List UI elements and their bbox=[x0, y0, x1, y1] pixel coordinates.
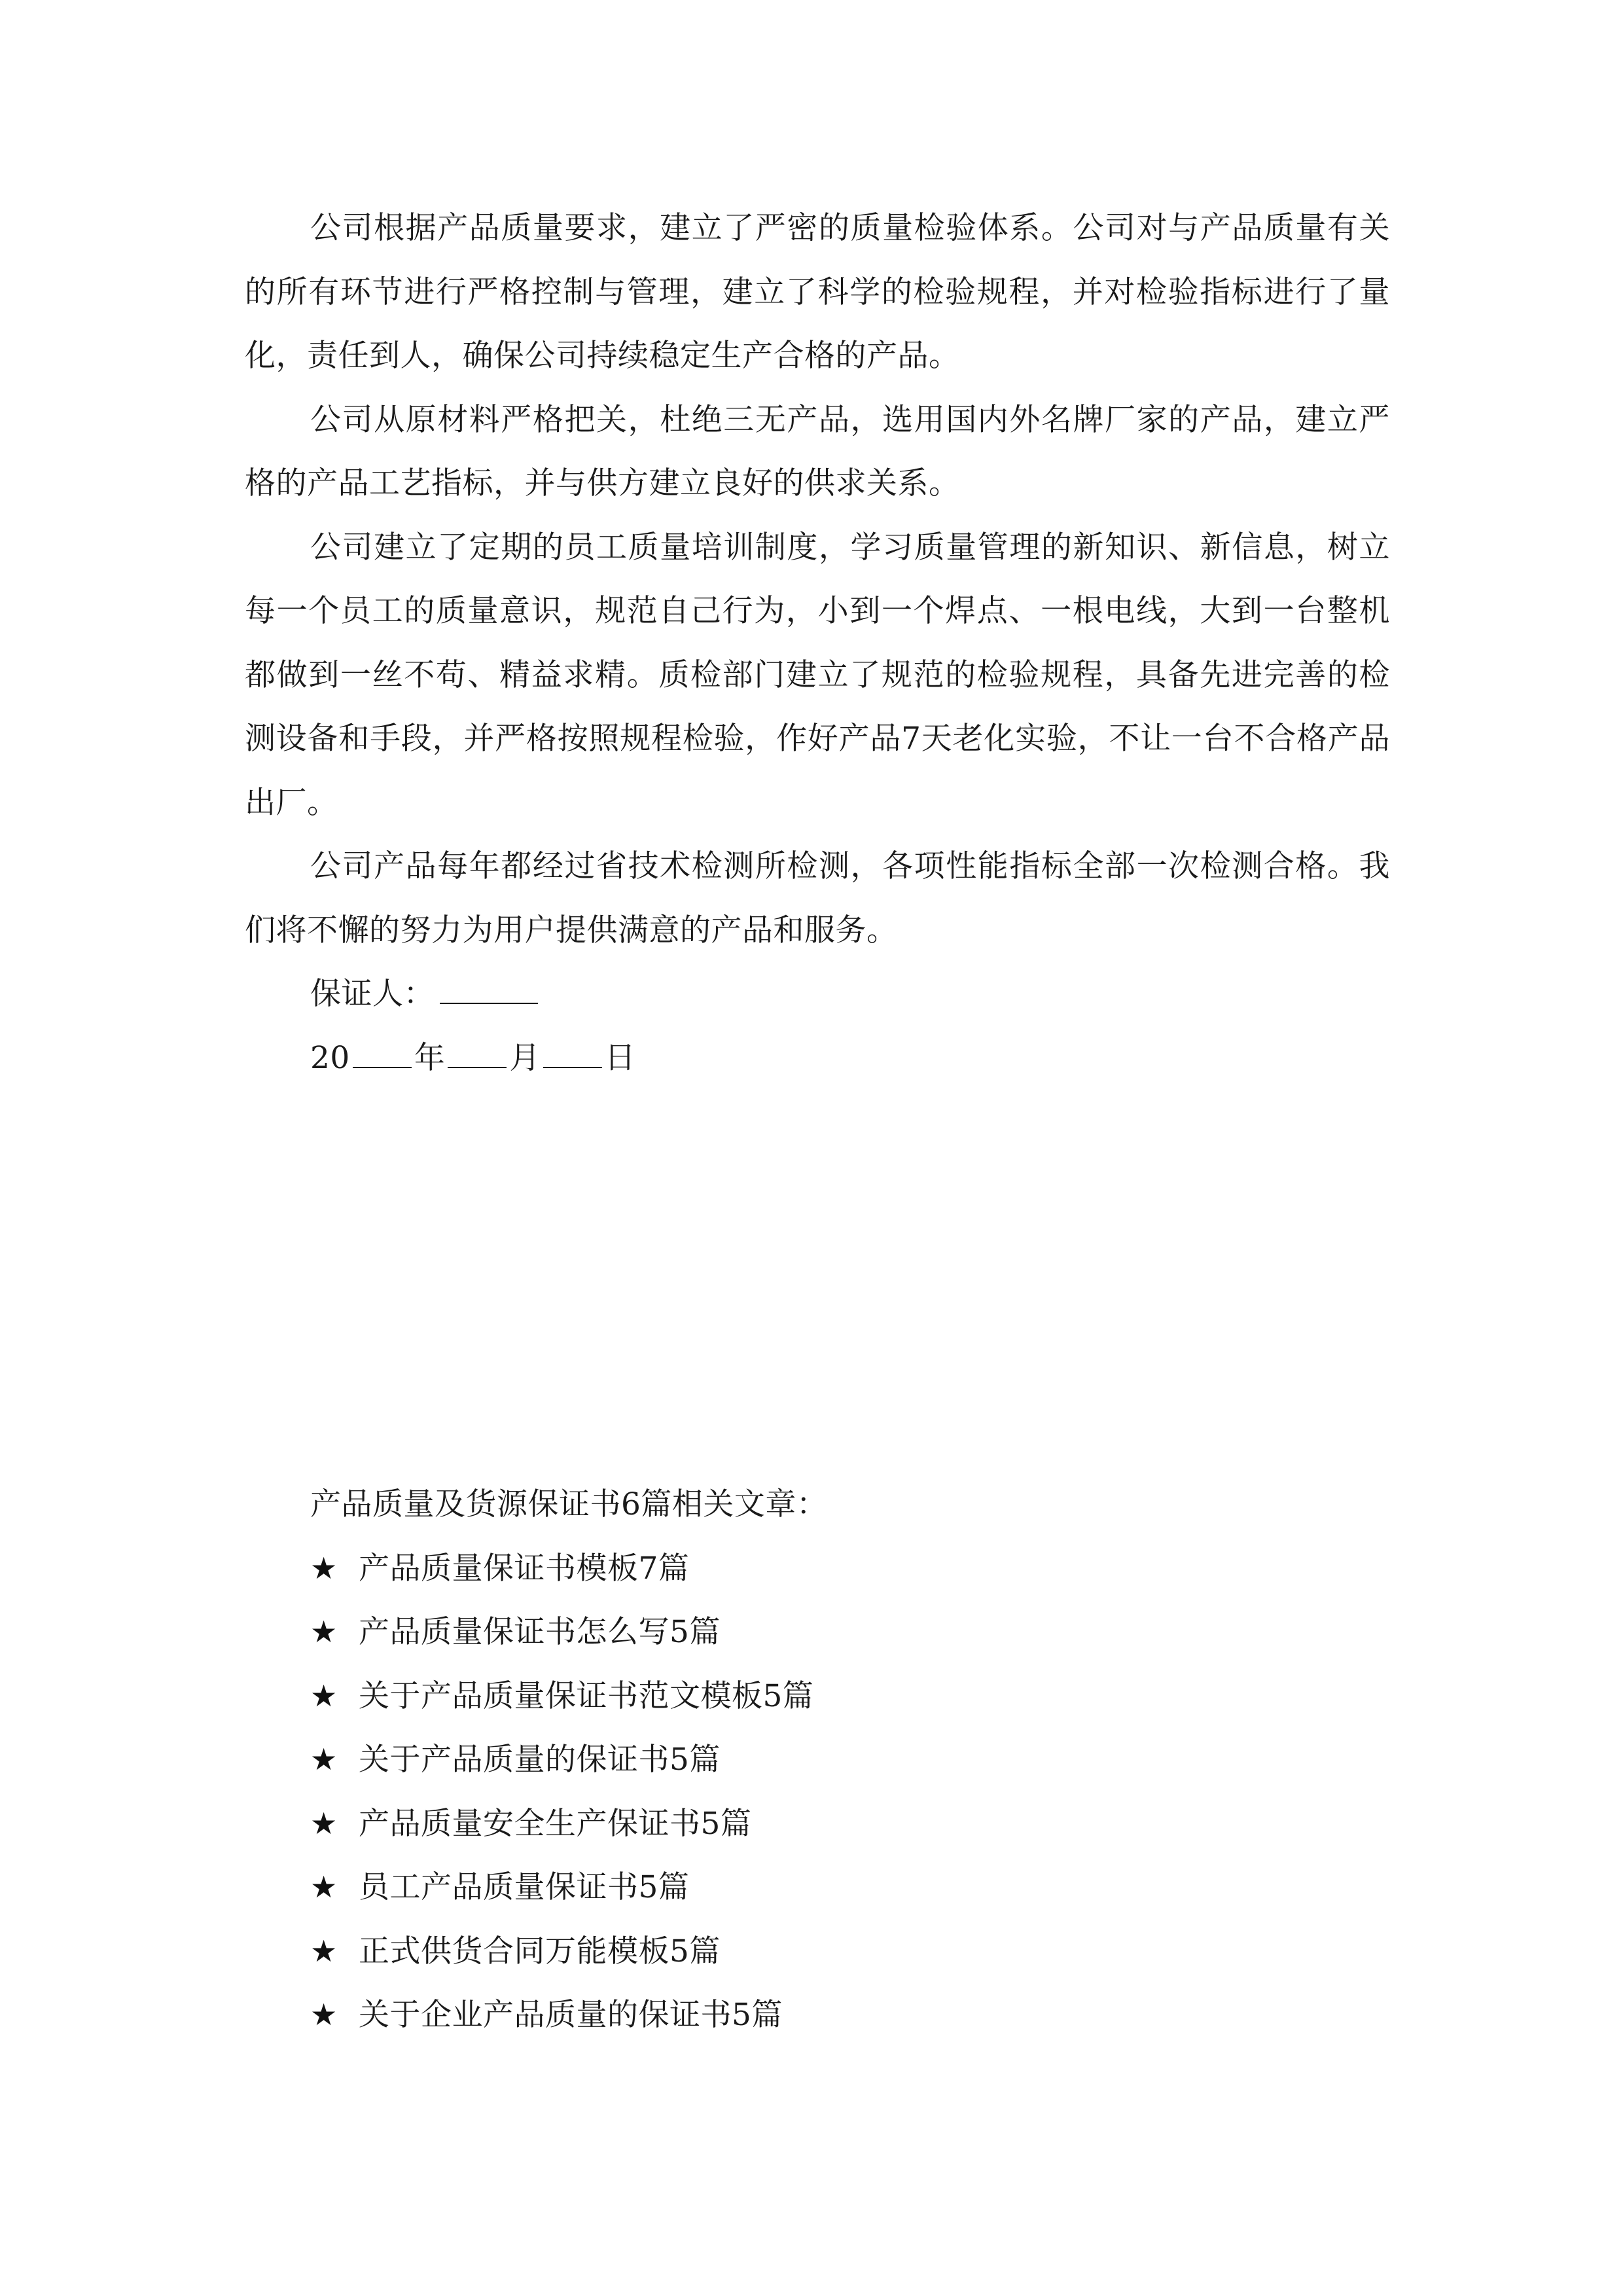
star-icon: ★ bbox=[310, 1933, 338, 1969]
related-article-link[interactable] bbox=[310, 1728, 1357, 1792]
related-article-link[interactable] bbox=[310, 1983, 1357, 2047]
related-article-title: 关于企业产品质量的保证书5篇 bbox=[359, 1997, 783, 2033]
related-article-link[interactable] bbox=[310, 1920, 1357, 1984]
star-icon: ★ bbox=[310, 1742, 338, 1777]
paragraph: 公司根据产品质量要求，建立了严密的质量检验体系。公司对与产品质量有关的所有环节进行严格控制与管理，建立了科学的检验规程，并对检验指标进行了量化，责任到人，确保公司持续稳定生产合格的产品。 bbox=[245, 210, 1390, 374]
related-article-title: 产品质量保证书怎么写5篇 bbox=[359, 1614, 721, 1650]
related-article-title: 员工产品质量保证书5篇 bbox=[359, 1869, 690, 1905]
related-article-title: 关于产品质量保证书范文模板5篇 bbox=[359, 1677, 814, 1714]
date-line bbox=[245, 1026, 1390, 1090]
related-article-link[interactable] bbox=[310, 1792, 1357, 1856]
day-label: 日 bbox=[604, 1039, 636, 1076]
star-icon: ★ bbox=[310, 1869, 338, 1905]
related-articles bbox=[310, 1473, 1357, 2047]
related-article-title: 产品质量安全生产保证书5篇 bbox=[359, 1805, 752, 1842]
star-icon: ★ bbox=[310, 1614, 338, 1649]
related-article-title: 产品质量保证书模板7篇 bbox=[359, 1550, 690, 1587]
related-articles-list bbox=[310, 1537, 1357, 2047]
signature-label: 保证人： bbox=[310, 976, 435, 1012]
month-blank bbox=[448, 1038, 507, 1068]
document-body bbox=[245, 196, 1390, 1090]
related-article-link[interactable] bbox=[310, 1600, 1357, 1664]
day-blank bbox=[543, 1038, 602, 1068]
date-prefix: 20 bbox=[310, 1039, 350, 1076]
related-articles-title: 产品质量及货源保证书6篇相关文章： bbox=[310, 1486, 828, 1522]
related-article-link[interactable] bbox=[310, 1856, 1357, 1920]
paragraph: 公司建立了定期的员工质量培训制度，学习质量管理的新知识、新信息，树立每一个员工的质量意识，规范自己行为，小到一个焊点、一根电线，大到一台整机都做到一丝不苟、精益求精。质检部门建立了规范的检验规程，具备先进完善的检测设备和手段，并严格按照规程检验，作好产品7天老化实验，不让一台不合格产品出厂。 bbox=[245, 529, 1390, 821]
star-icon: ★ bbox=[310, 1550, 338, 1586]
related-article-link[interactable] bbox=[310, 1664, 1357, 1729]
year-blank bbox=[353, 1038, 412, 1068]
star-icon: ★ bbox=[310, 1997, 338, 2032]
related-article-title: 正式供货合同万能模板5篇 bbox=[359, 1933, 721, 1969]
signature-blank bbox=[440, 974, 538, 1004]
month-label: 月 bbox=[509, 1039, 541, 1076]
star-icon: ★ bbox=[310, 1677, 338, 1713]
related-article-link[interactable] bbox=[310, 1537, 1357, 1601]
paragraph: 公司产品每年都经过省技术检测所检测，各项性能指标全部一次检测合格。我们将不懈的努力为用户提供满意的产品和服务。 bbox=[245, 848, 1390, 948]
paragraph: 公司从原材料严格把关，杜绝三无产品，选用国内外名牌厂家的产品，建立严格的产品工艺指标，并与供方建立良好的供求关系。 bbox=[245, 401, 1390, 501]
year-label: 年 bbox=[414, 1039, 446, 1076]
related-article-title: 关于产品质量的保证书5篇 bbox=[359, 1742, 721, 1778]
signature-line bbox=[245, 962, 1390, 1026]
star-icon: ★ bbox=[310, 1805, 338, 1841]
